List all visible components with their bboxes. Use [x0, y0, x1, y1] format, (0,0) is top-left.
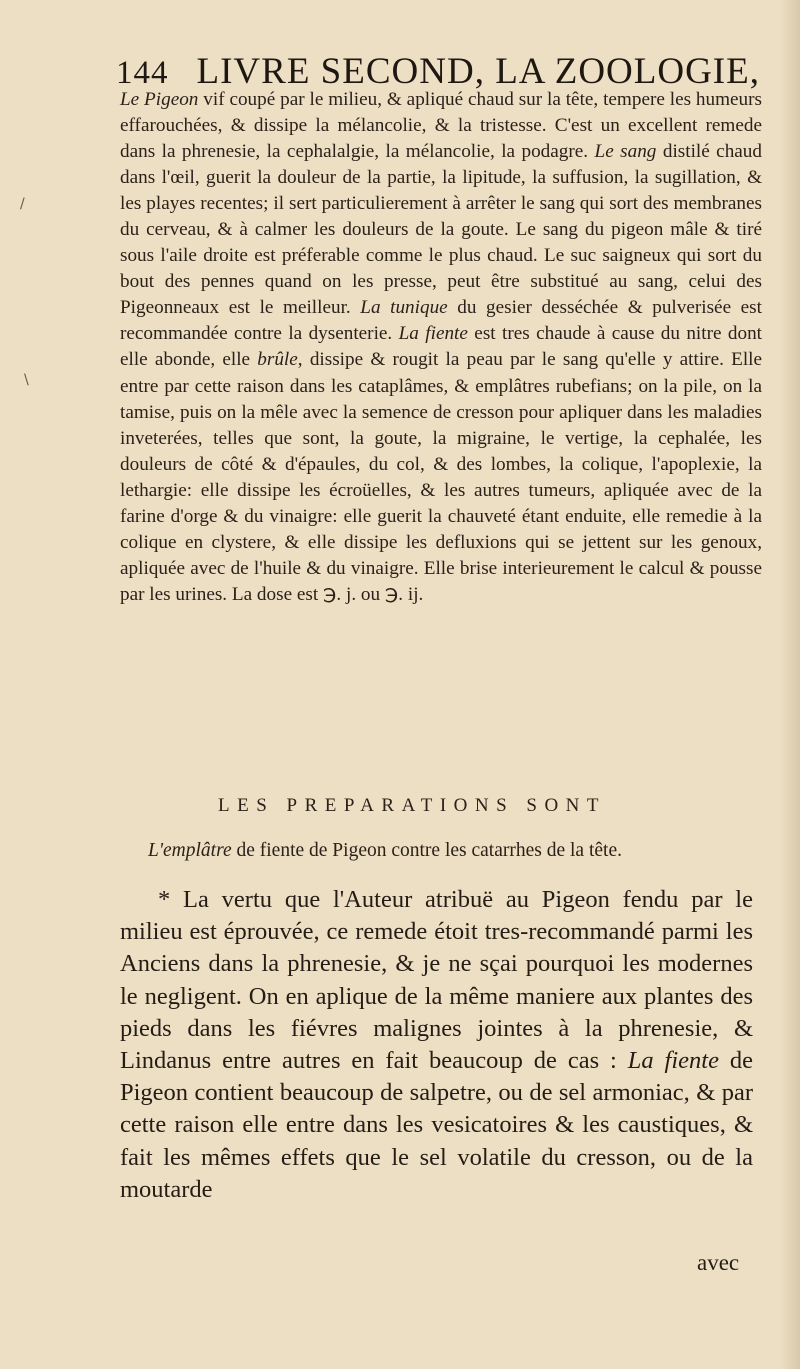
body-text-italic-term: Le Pigeon: [120, 89, 199, 110]
note-text-run: de Pigeon contient beaucoup de salpetre, ou de sel armoniac, & par cette raison elle entre dans les vesicatoires & les caustiques, & fait les mêmes effets que le sel volatile du cresson, ou de la moutarde: [120, 1047, 754, 1203]
body-text-italic-term: La tunique: [360, 297, 448, 319]
margin-mark: \: [24, 372, 29, 388]
body-text-run: du gesier desséchée & pulverisée est recommandée contre la dysenterie.: [120, 297, 762, 345]
running-title: LIVRE SECOND, LA ZOOLOGIE,: [196, 51, 760, 92]
margin-mark: /: [20, 196, 25, 212]
note-text-run: * La vertu que l'Auteur atribuë au Pigeon fendu par le milieu est éprouvée, ce remede étoit tres-recommandé parmi les Anciens dans la phrenesie, & je ne sçai pourquoi les modernes le negligent. On en aplique de la même maniere aux plantes des pieds dans les fiévres malignes jointes à la phrenesie, & Lindanus entre autres en fait beaucoup de cas :: [120, 886, 753, 1075]
body-text-run: est tres chaude à cause du nitre dont elle abonde, elle: [120, 323, 762, 371]
commentary-note: [120, 884, 753, 1206]
body-text-italic-term: Le sang: [594, 141, 657, 163]
preparations-heading: LES PREPARATIONS SONT: [218, 795, 607, 816]
page-edge-shadow: [780, 0, 800, 1369]
body-text-run: vif coupé par le milieu, & apliqué chaud sur la tête, tempere les humeurs effarouchées, & dissipe la mélancolie, & la tristesse. C'est un excellent remede dans la phrenesie, la cephalalgie, la mélancolie, la podagre.: [120, 89, 762, 163]
preparation-item-italic: L'emplâtre: [148, 840, 232, 861]
body-text-italic-term: brûle: [257, 349, 298, 371]
note-text: [120, 884, 753, 1206]
body-text-italic-term: La fiente: [398, 323, 468, 345]
body-text: [120, 87, 762, 608]
note-text-italic-term: La fiente: [627, 1047, 719, 1075]
page-number: 144: [116, 55, 169, 91]
preparation-item: [148, 840, 768, 862]
catchword: avec: [697, 1250, 740, 1275]
main-paragraph: [120, 87, 762, 608]
preparation-item-text: de fiente de Pigeon contre les catarrhes de la tête.: [231, 840, 622, 861]
body-text-run: , dissipe & rougit la peau par le sang qu'elle y attire. Elle entre par cette raison dans les cataplâmes, & emplâtres rubefians; on la pile, on la tamise, puis on la mêle avec la semence de cresson pour apliquer dans les maladies inveterées, telles que sont, la goute, la migraine, le vertige, la cephalée, les douleurs de côté & d'épaules, du col, & des lombes, la colique, l'apoplexie, la lethargie: elle dissipe les écroüelles, & les autres tumeurs, apliquée avec de la farine d'orge & du vinaigre: elle guerit la chauveté étant enduite, elle remedie à la colique en clystere, & elle dissipe les defluxions qui se jettent sur les genoux, apliquée avec de l'huile & du vinaigre. Elle brise interieurement le calcul & pousse par les urines. La dose est ℈. j. ou ℈. ij.: [120, 349, 763, 605]
body-text-run: distilé chaud dans l'œil, guerit la douleur de la partie, la lipitude, la suffusion, la sugillation, & les playes recentes; il sert particulierement à arrêter le sang qui sort des membranes du cerveau, & à calmer les douleurs de la goute. Le sang du pigeon mâle & tiré sous l'aile droite est préferable comme le plus chaud. Le suc saigneux qui sort du bout des pennes quand on les presse, peut être substitué au sang, celui des Pigeonneaux est le meilleur.: [120, 141, 762, 319]
